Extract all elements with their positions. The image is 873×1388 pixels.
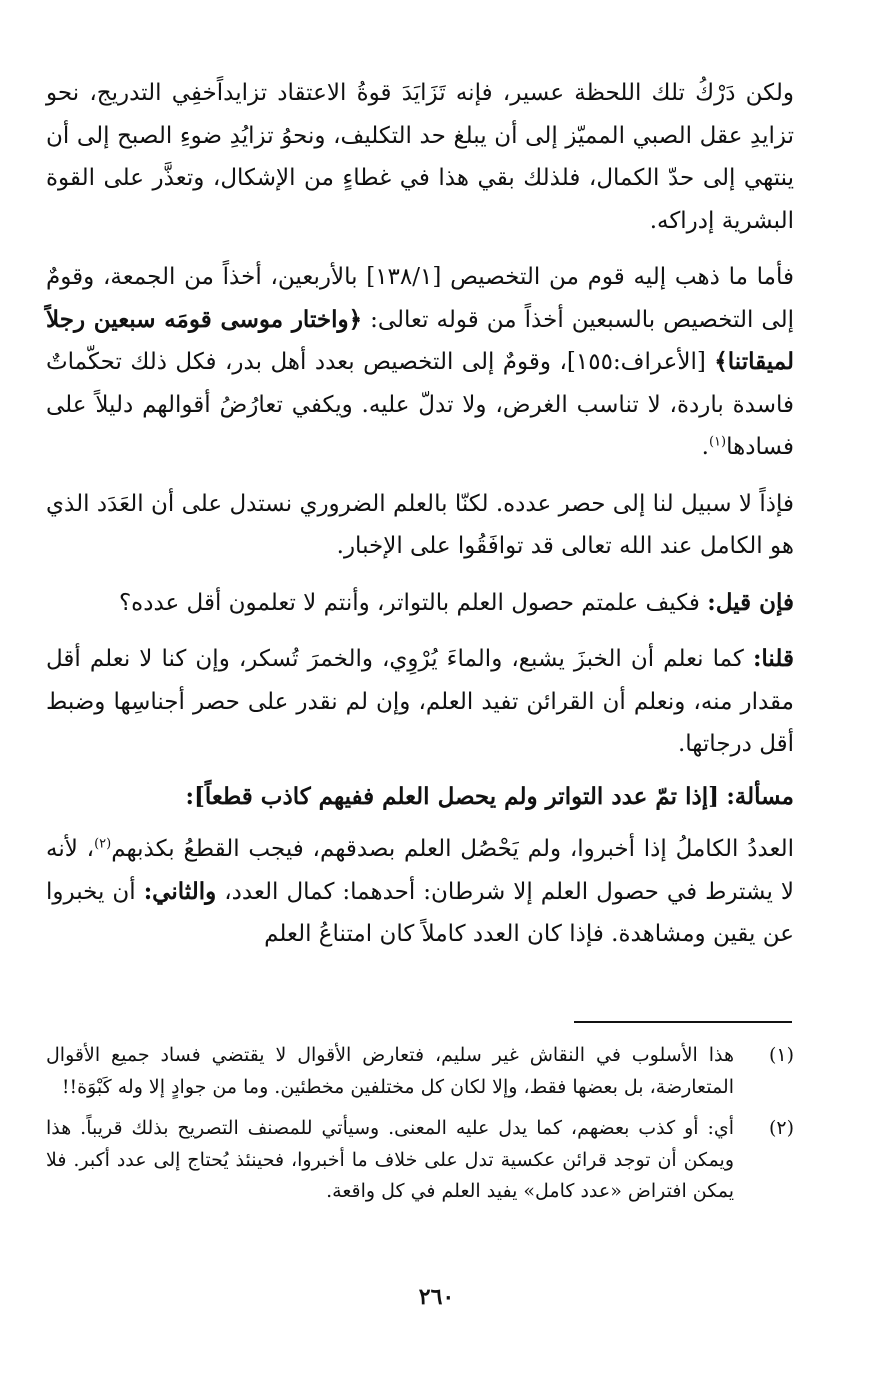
footnote-2-text: أي: أو كذب بعضهم، كما يدل عليه المعنى. وسيأتي للمصنف التصريح بذلك قريباً. هذا ويمكن أن توجد قرائن عكسية تدل على خلاف ما أخبروا، فحينئذ يُحتاج إلى عدد أكبر. فلا يمكن افتراض «عدد كامل» يفيد العلم في كل واقعة. [46, 1117, 734, 1202]
paragraph-2 [46, 256, 794, 469]
paragraph-6-text-b: ، لأنه لا يشترط في حصول العلم إلا شرطان: أحدهما: كمال العدد، [46, 836, 795, 905]
paragraph-6-text-a: العددُ الكاملُ إذا أخبروا، ولم يَحْصُل العلم بصدقهم، فيجب القطعُ بكذبهم [111, 836, 794, 862]
page-body [46, 72, 794, 970]
footnote-2-number: (٢) [768, 1117, 794, 1139]
paragraph-3 [46, 483, 794, 568]
objection-label: فإن قيل: [707, 588, 794, 616]
footnote-1 [46, 1040, 794, 1103]
paragraph-1-text: ولكن دَرْكُ تلك اللحظة عسير، فإنه تَزَايَدَ قوةُ الاعتقاد تزايداًخفِي التدريج، نحو تزايدِ عقل الصبي المميّز إلى أن يبلغ حد التكليف، ونحوُ تزايُدِ ضوءِ الصبح إلى أن ينتهي إلى حدّ الكمال، فلذلك بقي هذا في غطاءٍ من الإشكال، وتعذَّر على القوة البشرية إدراكه. [46, 80, 794, 234]
footnotes-section [46, 1040, 794, 1218]
issue-label: مسألة: [726, 782, 794, 810]
paragraph-6 [46, 828, 794, 956]
paragraph-2-text-b: [الأعراف:١٥٥]، وقومٌ إلى التخصيص بعدد أهل بدر، فكل ذلك تحكّماتٌ فاسدة باردة، لا تناسب الغرض، ولا تدلّ عليه. ويكفي تعارُضُ أقوالهم دليلاً على فسادها [46, 349, 794, 460]
paragraph-4 [46, 582, 794, 625]
issue-title: [إذا تمّ عدد التواتر ولم يحصل العلم ففيهم كاذب قطعاً]: [185, 782, 719, 810]
paragraph-2-text-a: فأما ما ذهب إليه قوم من التخصيص [١٣٨/١] بالأربعين، أخذاً من الجمعة، وقومٌ إلى التخصيص بالسبعين أخذاً من قوله تعالى: [46, 264, 794, 333]
paragraph-3-text: فإذاً لا سبيل لنا إلى حصر عدده. لكنّا بالعلم الضروري نستدل على أن العَدَد الذي هو الكامل عند الله تعالى قد توافَقُوا على الإخبار. [46, 490, 794, 559]
footnote-1-text: هذا الأسلوب في النقاش غير سليم، فتعارض الأقوال لا يقتضي فساد جميع الأقوال المتعارضة، بل بعضها فقط، وإلا لكان كل مختلفين مخطئين. وما من جوادٍ إلا وله كَبْوَة!! [46, 1044, 734, 1098]
paragraph-5 [46, 638, 794, 766]
footnote-2 [46, 1113, 794, 1208]
footnote-ref-1[interactable]: (١) [708, 434, 727, 450]
paragraph-6-text-c: أن يخبروا عن يقين ومشاهدة. فإذا كان العدد كاملاً كان امتناعُ العلم [46, 878, 794, 947]
paragraph-1 [46, 72, 794, 242]
answer-text: كما نعلم أن الخبزَ يشبع، والماءَ يُرْوِي، والخمرَ تُسكر، وإن كنا لا نعلم أقل مقدار منه، ونعلم أن القرائن تفيد العلم، وإن لم نقدر على حصر أجناسِها وضبط أقل درجاتها. [46, 646, 794, 757]
second-condition-label: والثاني: [143, 877, 217, 905]
issue-heading [46, 776, 794, 819]
answer-label: قلنا: [752, 645, 794, 672]
footnote-1-number: (١) [768, 1044, 794, 1066]
quran-verse: ﴿واختار موسى قومَه سبعين رجلاً لميقاتنا﴾ [46, 305, 794, 375]
objection-text: فكيف علمتم حصول العلم بالتواتر، وأنتم لا تعلمون أقل عدده؟ [118, 589, 700, 616]
paragraph-2-end: . [701, 434, 709, 460]
page-number: ٢٦٠ [418, 1284, 455, 1310]
footnote-ref-2[interactable]: (٢) [94, 836, 112, 852]
footnote-divider [574, 1021, 792, 1023]
